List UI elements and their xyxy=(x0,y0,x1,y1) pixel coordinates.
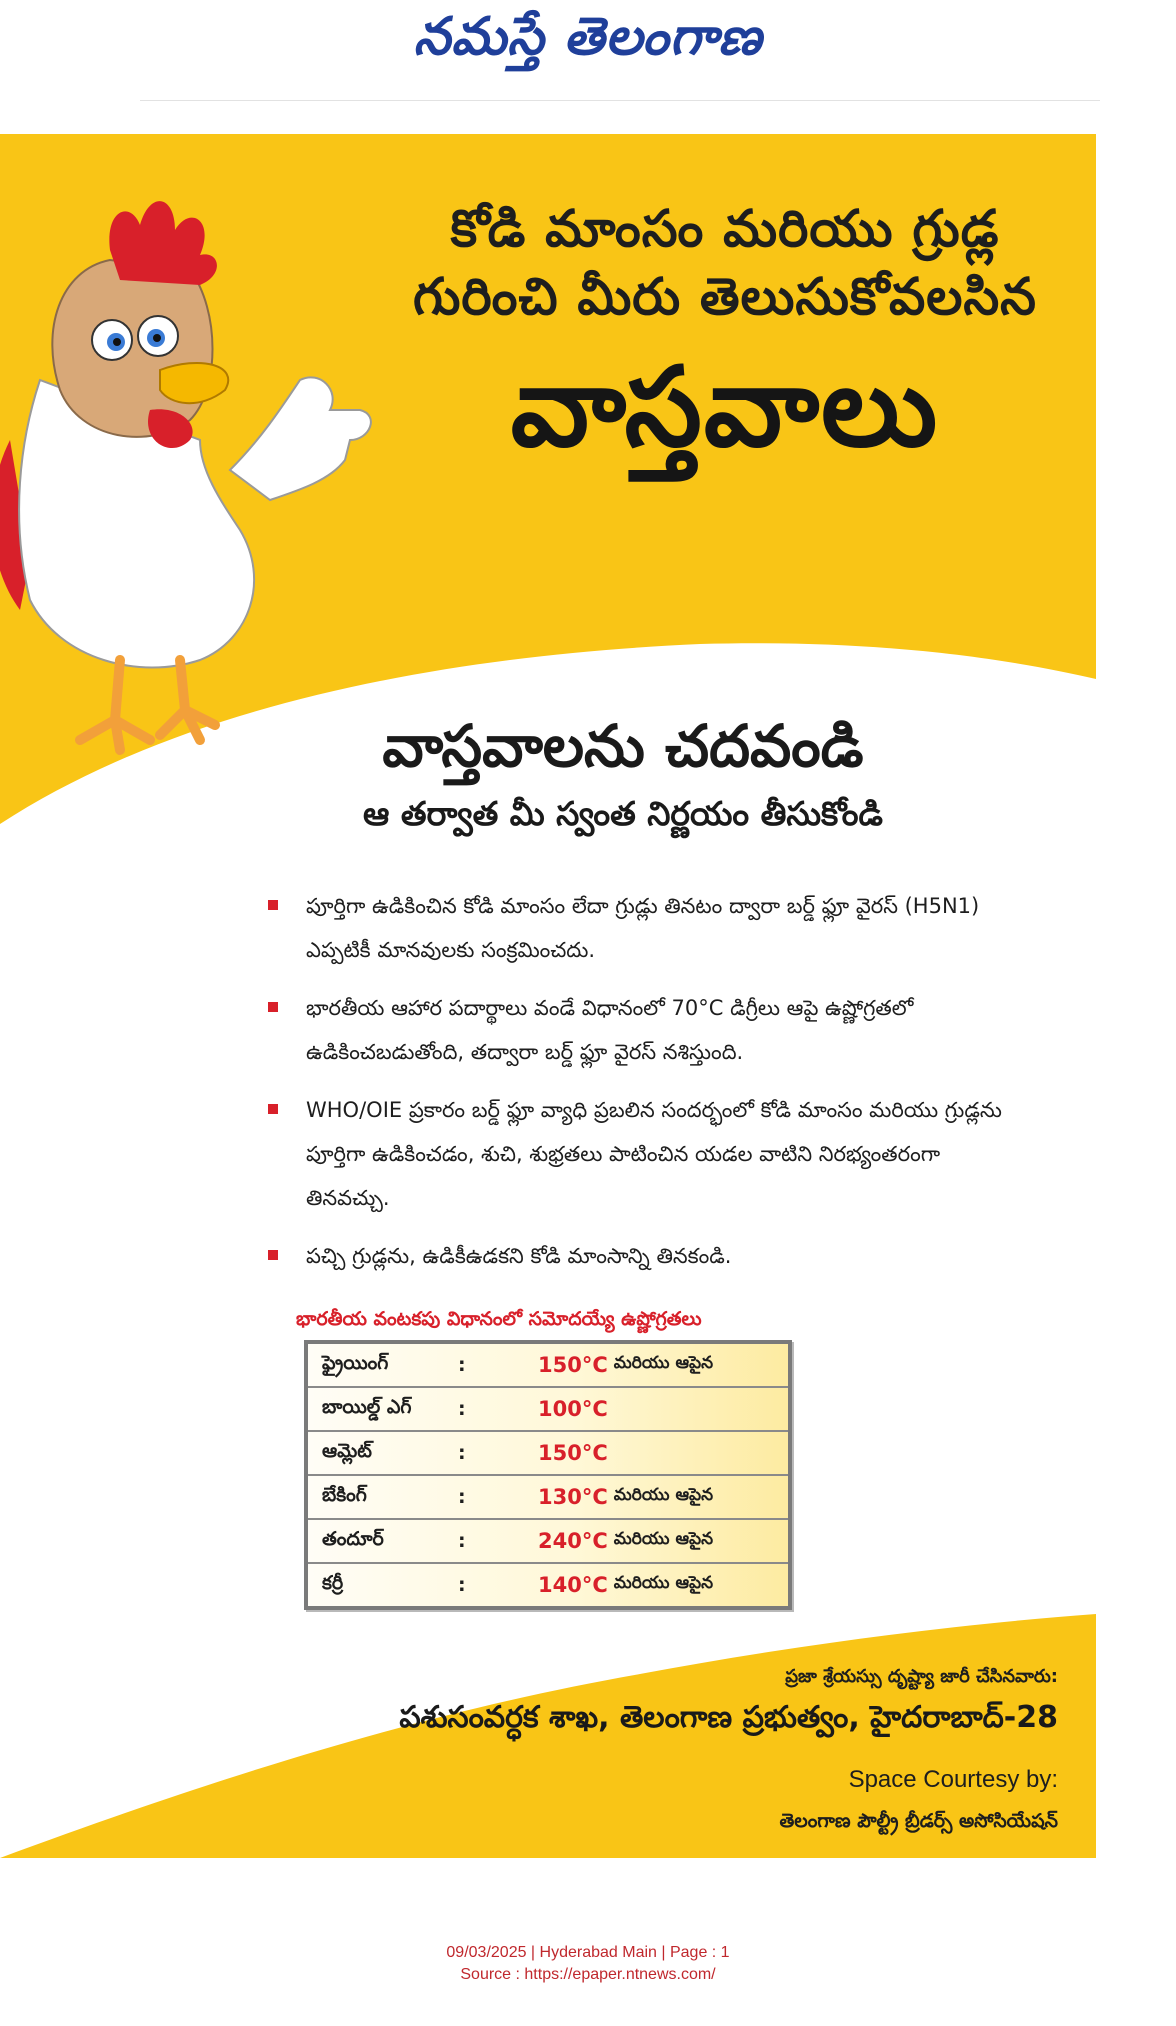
temperature-value: 150°C xyxy=(538,1441,608,1465)
temperature-note: మరియు ఆపైన xyxy=(613,1573,714,1593)
list-item xyxy=(262,986,1022,1074)
list-item xyxy=(262,1088,1022,1220)
subheading-read-facts: వాస్తవాలను చదవండి xyxy=(382,712,864,780)
ad-headline xyxy=(380,196,1070,482)
list-item xyxy=(262,1234,1022,1278)
table-row xyxy=(308,1432,788,1476)
separator: : xyxy=(458,1530,466,1552)
temperature-value: 140°C xyxy=(538,1573,608,1597)
separator: : xyxy=(458,1442,466,1464)
cooking-method: బాయిల్డ్ ఎగ్ xyxy=(322,1395,412,1418)
separator: : xyxy=(458,1398,466,1420)
cooking-method: తందూర్ xyxy=(322,1527,384,1550)
fact-text: పచ్చి గ్రుడ్లను, ఉడికీఉడకని కోడి మాంసాన్ని తినకండి. xyxy=(306,1244,732,1268)
fact-text: పూర్తిగా ఉడికించిన కోడి మాంసం లేదా గ్రుడ్లు తినటం ద్వారా బర్డ్ ఫ్లూ వైరస్ (H5N1) ఎప్పటికీ మానవులకు సంక్రమించదు. xyxy=(306,894,980,962)
facts-list xyxy=(262,884,1022,1292)
issued-by-label: ప్రజా శ్రేయస్సు దృష్ట్యా జారీ చేసినవారు: xyxy=(785,1666,1058,1687)
temperature-note: మరియు ఆపైన xyxy=(613,1485,714,1505)
newspaper-logo: నమస్తే తెలంగాణ xyxy=(413,6,763,67)
temperature-table-title: భారతీయ వంటకపు విధానంలో సమోదయ్యే ఉష్ణోగ్రతలు xyxy=(296,1308,702,1330)
page-footer xyxy=(0,1942,1176,1986)
separator: : xyxy=(458,1354,466,1376)
masthead-divider xyxy=(140,100,1100,101)
fact-text: భారతీయ ఆహార పదార్థాలు వండే విధానంలో 70°C డిగ్రీలు ఆపై ఉష్ణోగ్రతలో ఉడికించబడుతోంది, తద్వారా బర్డ్ ఫ్లూ వైరస్ నశిస్తుంది. xyxy=(306,996,914,1064)
headline-line-2: గురించి మీరు తెలుసుకోవలసిన xyxy=(413,268,1037,327)
fact-text: WHO/OIE ప్రకారం బర్డ్ ఫ్లూ వ్యాధి ప్రబలిన సందర్భంలో కోడి మాంసం మరియు గ్రుడ్లను పూర్తిగా ఉడికించడం, శుచి, శుభ్రతలు పాటించిన యడల వాటిని నిరభ్యంతరంగా తినవచ్చు. xyxy=(306,1098,1002,1210)
temperature-note: మరియు ఆపైన xyxy=(613,1529,714,1549)
cooking-method: ఆమ్లెట్ xyxy=(322,1439,372,1462)
bullet-square-icon xyxy=(268,1250,278,1260)
bullet-square-icon xyxy=(268,1104,278,1114)
ad-subheading xyxy=(150,706,1096,842)
list-item xyxy=(262,884,1022,972)
temperature-value: 240°C xyxy=(538,1529,608,1553)
masthead xyxy=(0,0,1176,80)
edition-info: 09/03/2025 | Hyderabad Main | Page : 1 xyxy=(446,1944,730,1961)
cooking-method: ఫ్రైయింగ్ xyxy=(322,1351,389,1374)
separator: : xyxy=(458,1574,466,1596)
temperature-note: మరియు ఆపైన xyxy=(613,1353,714,1373)
temperature-value: 130°C xyxy=(538,1485,608,1509)
bullet-square-icon xyxy=(268,1002,278,1012)
headline-facts: వాస్తవాలు xyxy=(510,343,940,471)
temperature-value: 100°C xyxy=(538,1397,608,1421)
rooster-mascot-icon xyxy=(0,140,380,780)
bullet-square-icon xyxy=(268,900,278,910)
sponsor-association: తెలంగాణ పౌల్ట్రీ బ్రీడర్స్ అసోసియేషన్ xyxy=(779,1810,1058,1832)
cooking-method: కర్రీ xyxy=(322,1571,344,1594)
table-row xyxy=(308,1476,788,1520)
space-courtesy-label: Space Courtesy by: xyxy=(848,1766,1058,1793)
temperature-table xyxy=(304,1340,792,1610)
table-row xyxy=(308,1344,788,1388)
subheading-decide: ఆ తర్వాత మీ స్వంత నిర్ణయం తీసుకోండి xyxy=(363,794,883,833)
table-row xyxy=(308,1388,788,1432)
headline-line-1: కోడి మాంసం మరియు గ్రుడ్ల xyxy=(450,200,1000,259)
source-url: Source : https://epaper.ntnews.com/ xyxy=(460,1966,716,1983)
issuing-department: పశుసంవర్ధక శాఖ, తెలంగాణ ప్రభుత్వం, హైదరాబాద్-28 xyxy=(399,1700,1058,1735)
separator: : xyxy=(458,1486,466,1508)
table-row xyxy=(308,1564,788,1606)
table-row xyxy=(308,1520,788,1564)
cooking-method: బేకింగ్ xyxy=(322,1483,367,1506)
advertisement xyxy=(0,134,1096,1858)
temperature-value: 150°C xyxy=(538,1353,608,1377)
